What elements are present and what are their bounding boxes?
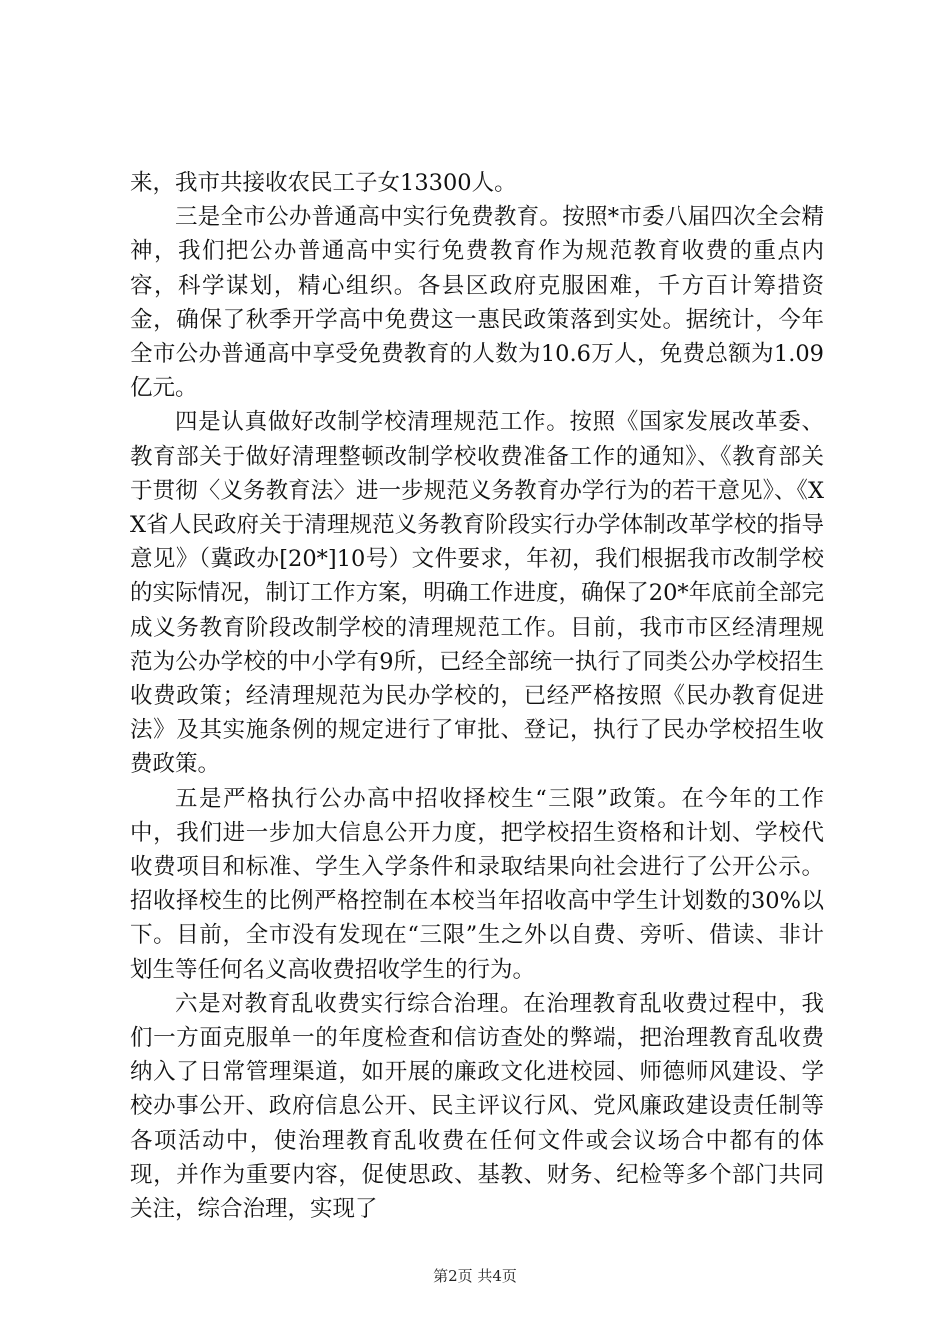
document-body bbox=[130, 166, 824, 1226]
paragraph-comprehensive-governance: 六是对教育乱收费实行综合治理。在治理教育乱收费过程中，我们一方面克服单一的年度检查和信访查处的弊端，把治理教育乱收费纳入了日常管理渠道，如开展的廉政文化进校园、师德师风建设、学校办事公开、政府信息公开、民主评议行风、党风廉政建设责任制等各项活动中，使治理教育乱收费在任何文件或会议场合中都有的体现，并作为重要内容，促使思政、基教、财务、纪检等多个部门共同关注，综合治理，实现了 bbox=[130, 990, 824, 1223]
page-number-footer: 第2页 共4页 bbox=[433, 1267, 517, 1285]
paragraph-continuation: 来，我市共接收农民工子女13300人。 bbox=[130, 170, 517, 196]
paragraph-restructured-schools: 四是认真做好改制学校清理规范工作。按照《国家发展改革委、教育部关于做好清理整顿改制学校收费准备工作的通知》、《教育部关于贯彻〈义务教育法〉进一步规范义务教育办学行为的若干意见》、《XX省人民政府关于清理规范义务教育阶段实行办学体制改革学校的指导意见》（冀政办[20*]10号）文件要求，年初，我们根据我市改制学校的实际情况，制订工作方案，明确工作进度，确保了20*年底前全部完成义务教育阶段改制学校的清理规范工作。目前，我市市区经清理规范为公办学校的中小学有9所，已经全部统一执行了同类公办学校招生收费政策；经清理规范为民办学校的，已经严格按照《民办教育促进法》及其实施条例的规定进行了审批、登记，执行了民办学校招生收费政策。 bbox=[130, 409, 824, 778]
paragraph-school-choice-policy: 五是严格执行公办高中招收择校生“三限”政策。在今年的工作中，我们进一步加大信息公开力度，把学校招生资格和计划、学校代收费项目和标准、学生入学条件和录取结果向社会进行了公开公示。招收择校生的比例严格控制在本校当年招收高中学生计划数的30%以下。目前，全市没有发现在“三限”生之外以自费、旁听、借读、非计划生等任何名义高收费招收学生的行为。 bbox=[130, 785, 824, 983]
paragraph-free-high-school-education: 三是全市公办普通高中实行免费教育。按照*市委八届四次全会精神，我们把公办普通高中实行免费教育作为规范教育收费的重点内容，科学谋划，精心组织。各县区政府克服困难，千方百计筹措资金，确保了秋季开学高中免费这一惠民政策落到实处。据统计，今年全市公办普通高中享受免费教育的人数为10.6万人，免费总额为1.09亿元。 bbox=[130, 204, 824, 402]
